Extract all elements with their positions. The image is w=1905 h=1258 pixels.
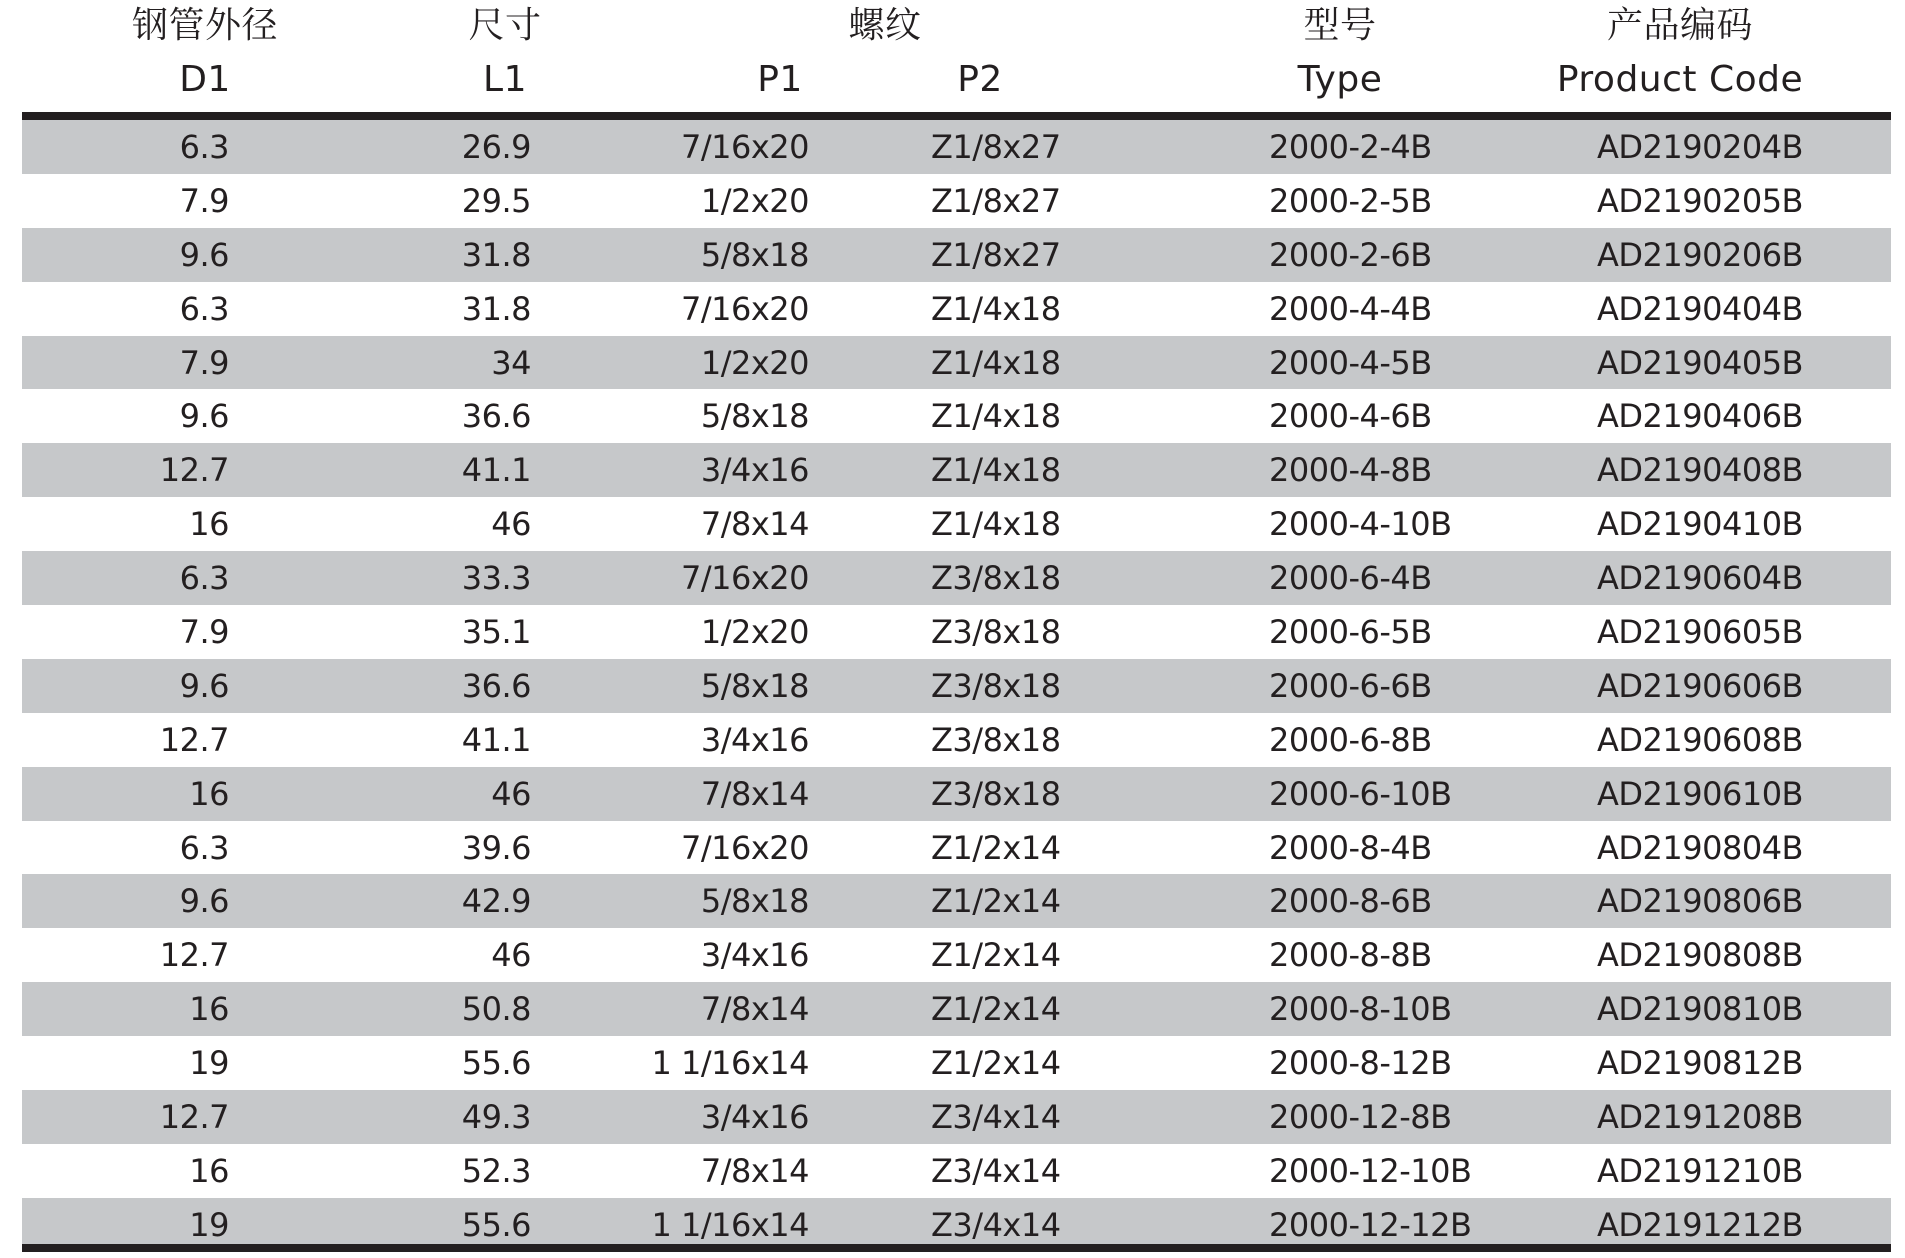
cell-p1: 7/16x20 bbox=[680, 127, 809, 166]
table-body bbox=[22, 120, 1891, 1244]
cell-product-code: AD2190206B bbox=[1597, 235, 1803, 274]
table-row bbox=[22, 605, 1891, 659]
cell-type: 2000-6-4B bbox=[1269, 559, 1432, 598]
cell-d1: 19 bbox=[189, 1205, 229, 1244]
table-row bbox=[22, 551, 1891, 605]
cell-p2: Z3/8x18 bbox=[931, 720, 1061, 759]
cell-p1: 7/16x20 bbox=[680, 289, 809, 328]
header-type-en: Type bbox=[1297, 59, 1383, 100]
cell-l1: 41.1 bbox=[461, 720, 531, 759]
cell-d1: 12.7 bbox=[159, 720, 229, 759]
cell-d1: 12.7 bbox=[159, 451, 229, 490]
cell-l1: 31.8 bbox=[461, 235, 531, 274]
table-row bbox=[22, 282, 1891, 336]
footer-rule bbox=[22, 1244, 1891, 1252]
table-row bbox=[22, 659, 1891, 713]
cell-product-code: AD2190804B bbox=[1597, 828, 1803, 867]
cell-type: 2000-2-6B bbox=[1269, 235, 1432, 274]
cell-p2: Z1/4x18 bbox=[931, 343, 1061, 382]
cell-p2: Z3/4x14 bbox=[931, 1205, 1061, 1244]
cell-type: 2000-2-4B bbox=[1269, 127, 1432, 166]
cell-type: 2000-4-6B bbox=[1269, 397, 1432, 436]
cell-type: 2000-6-5B bbox=[1269, 612, 1432, 651]
cell-l1: 46 bbox=[491, 774, 531, 813]
cell-p1: 1/2x20 bbox=[700, 181, 809, 220]
header-type-zh: 型号 bbox=[1303, 5, 1377, 46]
cell-type: 2000-12-10B bbox=[1269, 1151, 1472, 1190]
cell-type: 2000-8-6B bbox=[1269, 882, 1432, 921]
cell-p1: 5/8x18 bbox=[700, 397, 809, 436]
cell-p2: Z1/2x14 bbox=[931, 936, 1061, 975]
cell-product-code: AD2190610B bbox=[1597, 774, 1803, 813]
cell-type: 2000-12-12B bbox=[1269, 1205, 1472, 1244]
cell-p2: Z1/8x27 bbox=[931, 127, 1061, 166]
cell-product-code: AD2191210B bbox=[1597, 1151, 1803, 1190]
table-row bbox=[22, 1144, 1891, 1198]
cell-type: 2000-6-10B bbox=[1269, 774, 1452, 813]
table-row bbox=[22, 497, 1891, 551]
cell-type: 2000-4-10B bbox=[1269, 505, 1452, 544]
table-row bbox=[22, 120, 1891, 174]
cell-l1: 31.8 bbox=[461, 289, 531, 328]
cell-p1: 3/4x16 bbox=[700, 1097, 809, 1136]
cell-d1: 6.3 bbox=[179, 127, 229, 166]
cell-p2: Z1/2x14 bbox=[931, 882, 1061, 921]
cell-p2: Z3/8x18 bbox=[931, 559, 1061, 598]
cell-product-code: AD2190812B bbox=[1597, 1044, 1803, 1083]
cell-p2: Z1/8x27 bbox=[931, 235, 1061, 274]
cell-product-code: AD2190406B bbox=[1597, 397, 1803, 436]
cell-product-code: AD2190604B bbox=[1597, 559, 1803, 598]
cell-type: 2000-4-5B bbox=[1269, 343, 1432, 382]
cell-l1: 35.1 bbox=[461, 612, 531, 651]
cell-l1: 36.6 bbox=[461, 666, 531, 705]
cell-p1: 7/16x20 bbox=[680, 828, 809, 867]
cell-d1: 12.7 bbox=[159, 1097, 229, 1136]
cell-p1: 3/4x16 bbox=[700, 720, 809, 759]
cell-p1: 7/16x20 bbox=[680, 559, 809, 598]
cell-d1: 9.6 bbox=[179, 235, 229, 274]
header-code-zh: 产品编码 bbox=[1606, 5, 1753, 46]
cell-d1: 6.3 bbox=[179, 828, 229, 867]
cell-p2: Z3/8x18 bbox=[931, 774, 1061, 813]
cell-product-code: AD2191208B bbox=[1597, 1097, 1803, 1136]
header-d1-en: D1 bbox=[179, 59, 231, 100]
cell-l1: 55.6 bbox=[461, 1205, 531, 1244]
cell-l1: 46 bbox=[491, 505, 531, 544]
cell-type: 2000-8-8B bbox=[1269, 936, 1432, 975]
cell-p2: Z1/4x18 bbox=[931, 505, 1061, 544]
cell-type: 2000-8-10B bbox=[1269, 990, 1452, 1029]
cell-p1: 3/4x16 bbox=[700, 936, 809, 975]
cell-p1: 1/2x20 bbox=[700, 343, 809, 382]
cell-type: 2000-12-8B bbox=[1269, 1097, 1452, 1136]
cell-l1: 39.6 bbox=[461, 828, 531, 867]
table-row bbox=[22, 443, 1891, 497]
cell-product-code: AD2190204B bbox=[1597, 127, 1803, 166]
header-p2-en: P2 bbox=[957, 59, 1003, 100]
table-row bbox=[22, 228, 1891, 282]
table-row bbox=[22, 928, 1891, 982]
cell-l1: 26.9 bbox=[461, 127, 531, 166]
cell-product-code: AD2190808B bbox=[1597, 936, 1803, 975]
cell-d1: 16 bbox=[189, 774, 229, 813]
cell-d1: 16 bbox=[189, 1151, 229, 1190]
cell-l1: 41.1 bbox=[461, 451, 531, 490]
cell-p2: Z3/4x14 bbox=[931, 1097, 1061, 1136]
cell-p2: Z1/4x18 bbox=[931, 451, 1061, 490]
cell-d1: 16 bbox=[189, 505, 229, 544]
header-code-en: Product Code bbox=[1556, 59, 1804, 100]
cell-p1: 7/8x14 bbox=[700, 1151, 809, 1190]
cell-product-code: AD2190410B bbox=[1597, 505, 1803, 544]
table-row bbox=[22, 874, 1891, 928]
cell-p1: 7/8x14 bbox=[700, 774, 809, 813]
cell-l1: 50.8 bbox=[461, 990, 531, 1029]
cell-d1: 9.6 bbox=[179, 666, 229, 705]
cell-type: 2000-4-4B bbox=[1269, 289, 1432, 328]
table-row bbox=[22, 1090, 1891, 1144]
table-row bbox=[22, 767, 1891, 821]
cell-product-code: AD2190810B bbox=[1597, 990, 1803, 1029]
cell-d1: 7.9 bbox=[179, 343, 229, 382]
cell-type: 2000-8-12B bbox=[1269, 1044, 1452, 1083]
cell-p2: Z1/2x14 bbox=[931, 1044, 1061, 1083]
header-d1-zh: 钢管外径 bbox=[131, 5, 278, 46]
cell-product-code: AD2190606B bbox=[1597, 666, 1803, 705]
cell-type: 2000-6-6B bbox=[1269, 666, 1432, 705]
cell-p1: 1 1/16x14 bbox=[651, 1205, 809, 1244]
header-l1-en: L1 bbox=[483, 59, 527, 100]
cell-d1: 9.6 bbox=[179, 882, 229, 921]
cell-d1: 19 bbox=[189, 1044, 229, 1083]
cell-l1: 49.3 bbox=[461, 1097, 531, 1136]
cell-product-code: AD2191212B bbox=[1597, 1205, 1803, 1244]
cell-l1: 42.9 bbox=[461, 882, 531, 921]
cell-d1: 7.9 bbox=[179, 181, 229, 220]
cell-p1: 7/8x14 bbox=[700, 505, 809, 544]
cell-p1: 1/2x20 bbox=[700, 612, 809, 651]
cell-product-code: AD2190205B bbox=[1597, 181, 1803, 220]
cell-product-code: AD2190405B bbox=[1597, 343, 1803, 382]
header-rule bbox=[22, 112, 1891, 120]
cell-p2: Z1/2x14 bbox=[931, 828, 1061, 867]
cell-d1: 6.3 bbox=[179, 289, 229, 328]
cell-l1: 36.6 bbox=[461, 397, 531, 436]
cell-p2: Z1/8x27 bbox=[931, 181, 1061, 220]
cell-d1: 9.6 bbox=[179, 397, 229, 436]
cell-product-code: AD2190608B bbox=[1597, 720, 1803, 759]
header-thread-zh: 螺纹 bbox=[848, 5, 922, 46]
header-l1-zh: 尺寸 bbox=[468, 5, 542, 46]
cell-l1: 29.5 bbox=[461, 181, 531, 220]
cell-product-code: AD2190806B bbox=[1597, 882, 1803, 921]
cell-d1: 12.7 bbox=[159, 936, 229, 975]
table-row bbox=[22, 336, 1891, 390]
cell-p2: Z1/2x14 bbox=[931, 990, 1061, 1029]
cell-p1: 1 1/16x14 bbox=[651, 1044, 809, 1083]
cell-p1: 5/8x18 bbox=[700, 882, 809, 921]
cell-d1: 6.3 bbox=[179, 559, 229, 598]
cell-product-code: AD2190408B bbox=[1597, 451, 1803, 490]
cell-p2: Z3/8x18 bbox=[931, 612, 1061, 651]
cell-l1: 55.6 bbox=[461, 1044, 531, 1083]
cell-type: 2000-8-4B bbox=[1269, 828, 1432, 867]
cell-p2: Z1/4x18 bbox=[931, 397, 1061, 436]
cell-type: 2000-4-8B bbox=[1269, 451, 1432, 490]
table-row bbox=[22, 713, 1891, 767]
cell-product-code: AD2190404B bbox=[1597, 289, 1803, 328]
cell-d1: 7.9 bbox=[179, 612, 229, 651]
cell-l1: 34 bbox=[491, 343, 531, 382]
cell-p1: 7/8x14 bbox=[700, 990, 809, 1029]
table-row bbox=[22, 821, 1891, 875]
cell-p2: Z1/4x18 bbox=[931, 289, 1061, 328]
cell-p1: 3/4x16 bbox=[700, 451, 809, 490]
cell-p2: Z3/8x18 bbox=[931, 666, 1061, 705]
header-p1-en: P1 bbox=[757, 59, 803, 100]
cell-p2: Z3/4x14 bbox=[931, 1151, 1061, 1190]
cell-p1: 5/8x18 bbox=[700, 666, 809, 705]
cell-type: 2000-6-8B bbox=[1269, 720, 1432, 759]
table-row bbox=[22, 1036, 1891, 1090]
table-row bbox=[22, 982, 1891, 1036]
table-row bbox=[22, 174, 1891, 228]
cell-d1: 16 bbox=[189, 990, 229, 1029]
cell-type: 2000-2-5B bbox=[1269, 181, 1432, 220]
table-row bbox=[22, 389, 1891, 443]
cell-product-code: AD2190605B bbox=[1597, 612, 1803, 651]
cell-l1: 52.3 bbox=[461, 1151, 531, 1190]
cell-l1: 33.3 bbox=[461, 559, 531, 598]
cell-p1: 5/8x18 bbox=[700, 235, 809, 274]
cell-l1: 46 bbox=[491, 936, 531, 975]
